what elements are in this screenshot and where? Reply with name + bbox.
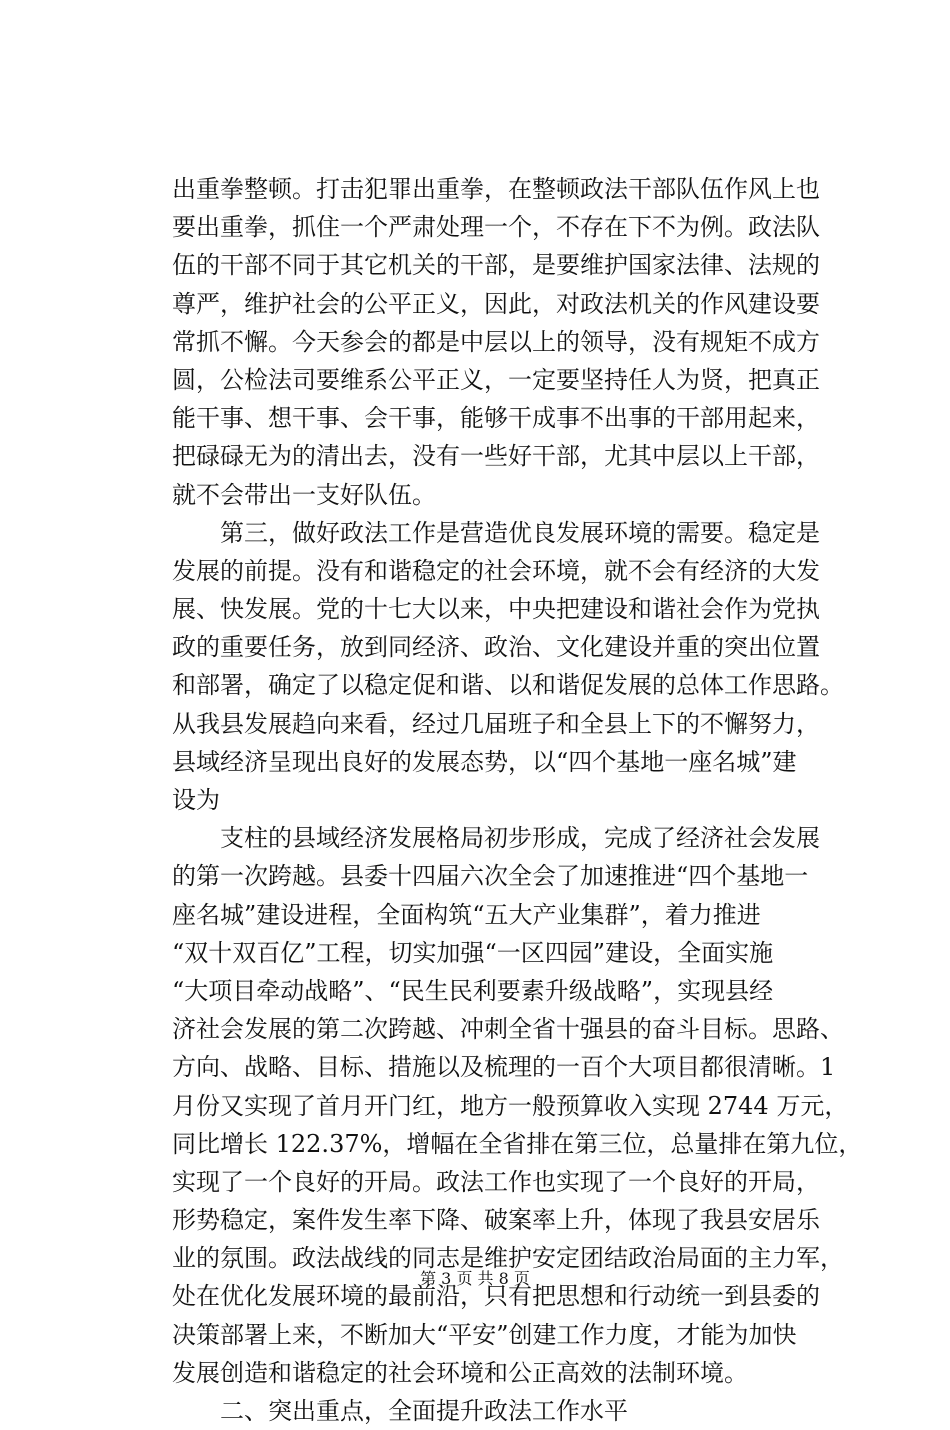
text-line: 尊严，维护社会的公平正义，因此，对政法机关的作风建设要: [172, 289, 820, 318]
text-line: 展、快发展。党的十七大以来，中央把建设和谐社会作为党执: [172, 595, 820, 624]
text-line: 从我县发展趋向来看，经过几届班子和全县上下的不懈努力，: [172, 709, 820, 738]
text-line: 就不会带出一支好队伍。: [172, 480, 436, 509]
text-line: 业的氛围。政法战线的同志是维护安定团结政治局面的主力军，: [172, 1244, 844, 1273]
text-line: 和部署，确定了以稳定促和谐、以和谐促发展的总体工作思路。: [172, 671, 844, 700]
text-line: 发展的前提。没有和谐稳定的社会环境，就不会有经济的大发: [172, 556, 820, 585]
text-line: 实现了一个良好的开局。政法工作也实现了一个良好的开局，: [172, 1167, 820, 1196]
text-line: 形势稳定，案件发生率下降、破案率上升，体现了我县安居乐: [172, 1206, 820, 1235]
document-body: [172, 170, 863, 1430]
text-line: 同比增长 122.37%，增幅在全省排在第三位，总量排在第九位，: [172, 1129, 863, 1158]
text-line: 县域经济呈现出良好的发展态势，以“四个基地一座名城”建: [172, 747, 797, 776]
text-line: “双十双百亿”工程，切实加强“一区四园”建设，全面实施: [172, 938, 774, 967]
text-line: 出重拳整顿。打击犯罪出重拳，在整顿政法干部队伍作风上也: [172, 175, 820, 203]
text-line: 要出重拳，抓住一个严肃处理一个，不存在下不为例。政法队: [172, 213, 820, 242]
text-line: 伍的干部不同于其它机关的干部，是要维护国家法律、法规的: [172, 251, 820, 280]
text-line: 济社会发展的第二次跨越、冲刺全省十强县的奋斗目标。思路、: [172, 1015, 844, 1044]
text-line: 决策部署上来，不断加大“平安”创建工作力度，才能为加快: [172, 1320, 797, 1349]
text-line: 方向、战略、目标、措施以及梳理的一百个大项目都很清晰。1: [172, 1053, 836, 1082]
text-line: 把碌碌无为的清出去，没有一些好干部，尤其中层以上干部，: [172, 442, 820, 471]
text-line: “大项目牵动战略”、“民生民利要素升级战略”，实现县经: [172, 976, 774, 1005]
text-line: 的第一次跨越。县委十四届六次全会了加速推进“四个基地一: [172, 862, 809, 891]
text-line: 月份又实现了首月开门红，地方一般预算收入实现 2744 万元，: [172, 1091, 849, 1120]
text-line: 设为: [172, 786, 220, 814]
text-line: 能干事、想干事、会干事，能够干成事不出事的干部用起来，: [172, 404, 820, 433]
paragraph-start-line: 第三，做好政法工作是营造优良发展环境的需要。稳定是: [172, 518, 820, 547]
text-line: 发展创造和谐稳定的社会环境和公正高效的法制环境。: [172, 1358, 748, 1387]
section-heading: 二、突出重点，全面提升政法工作水平: [172, 1397, 628, 1425]
text-line: 政的重要任务，放到同经济、政治、文化建设并重的突出位置: [172, 633, 820, 662]
paragraph-start-line: 支柱的县域经济发展格局初步形成，完成了经济社会发展: [172, 824, 820, 853]
text-line: 座名城”建设进程，全面构筑“五大产业集群”，着力推进: [172, 900, 761, 929]
text-line: 常抓不懈。今天参会的都是中层以上的领导，没有规矩不成方: [172, 327, 820, 356]
page-number-footer: 第 3 页 共 8 页: [420, 1269, 530, 1288]
text-line: 圆，公检法司要维系公平正义，一定要坚持任人为贤，把真正: [172, 365, 820, 394]
text-line: 处在优化发展环境的最前沿，只有把思想和行动统一到县委的: [172, 1282, 820, 1311]
